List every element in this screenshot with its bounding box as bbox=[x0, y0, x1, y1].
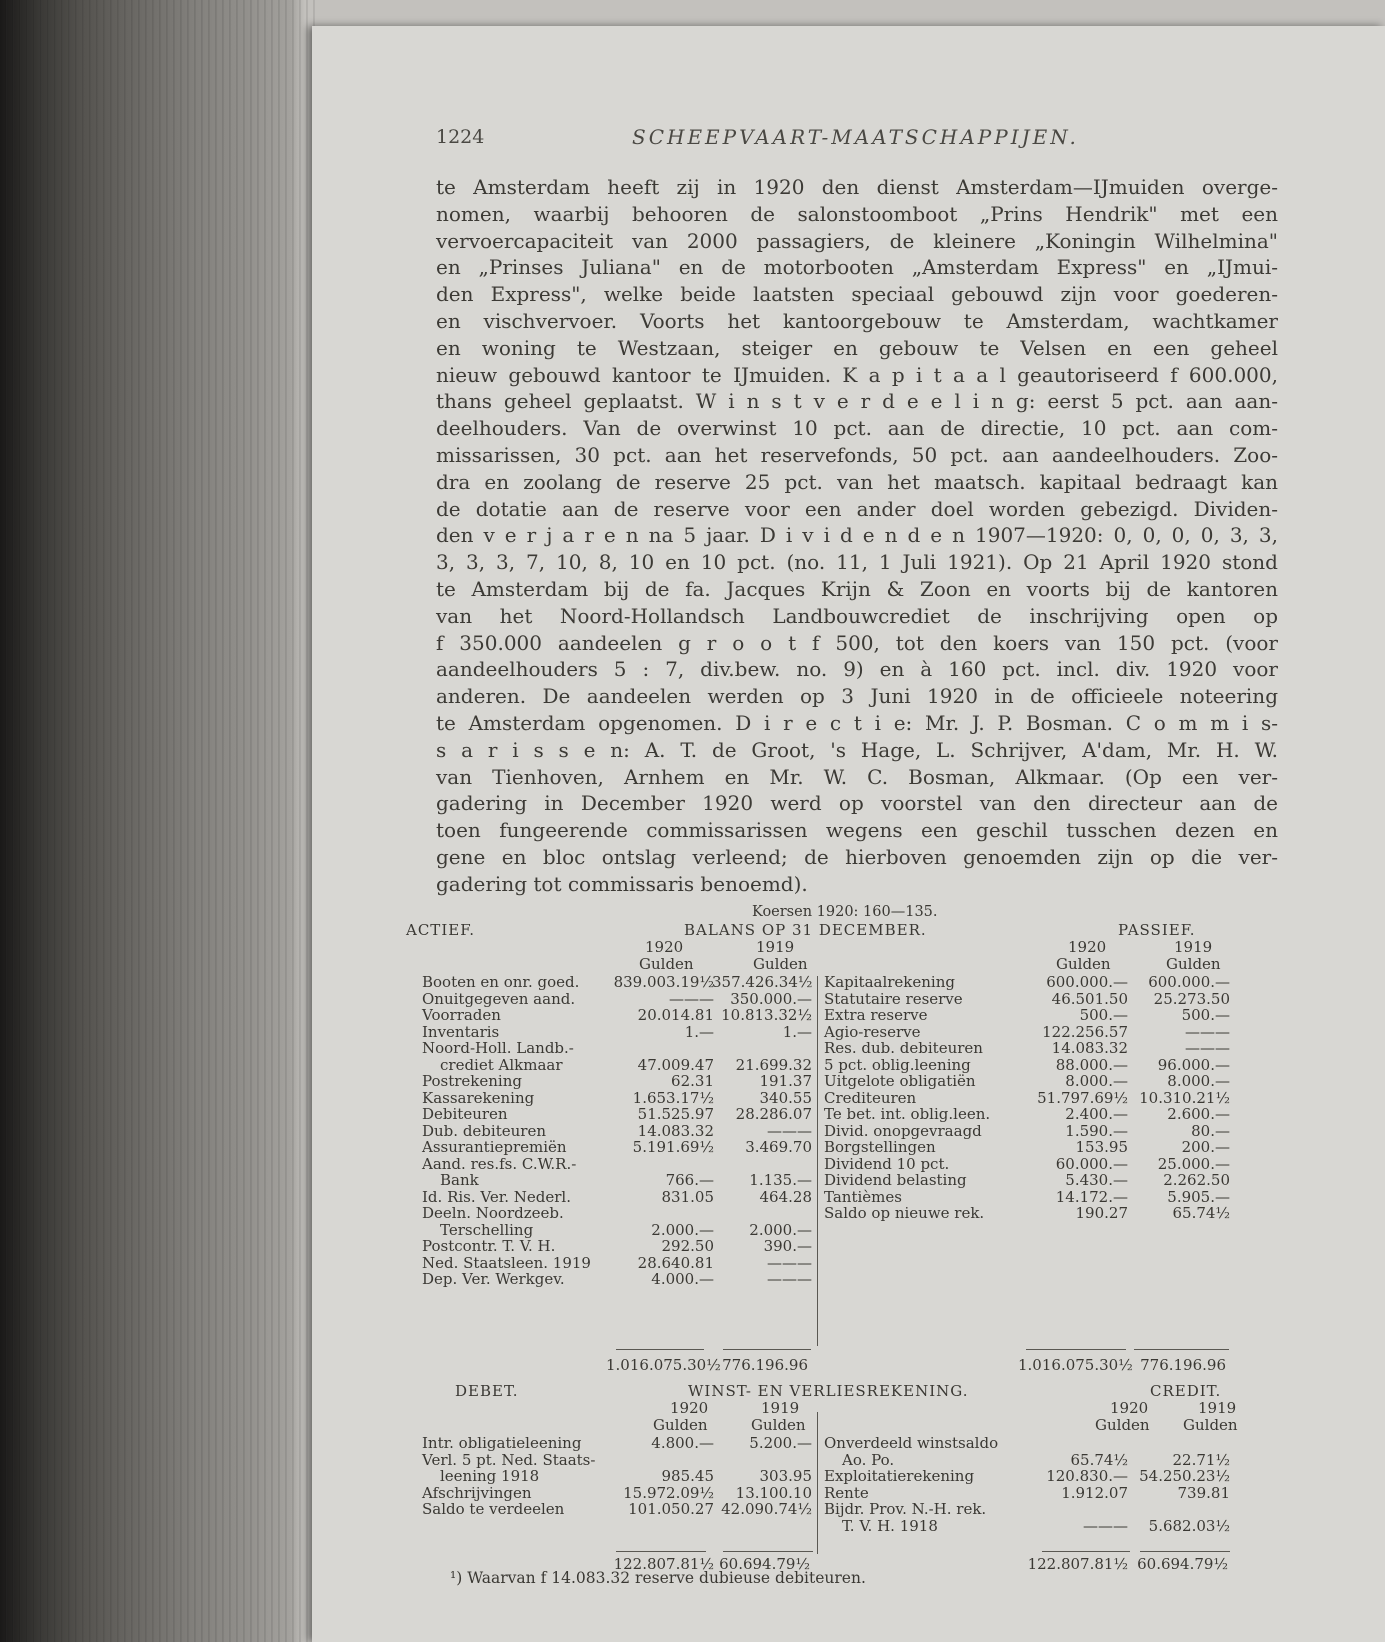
actief-row-label: Kassarekening bbox=[422, 1088, 535, 1107]
body-line: anderen. De aandeelen werden op 3 Juni 1920 in de officieele noteering bbox=[436, 684, 1278, 709]
body-line: gene en bloc ontslag verleend; de hierboven genoemden zijn op die ver- bbox=[436, 844, 1278, 869]
balans-sum-line-1920-left bbox=[616, 1349, 704, 1350]
debet-row-label: Intr. obligatieleening bbox=[422, 1434, 582, 1452]
winst-sum-line-1919-left bbox=[723, 1551, 813, 1552]
actief-row-value-1920: 1.653.17½ bbox=[632, 1088, 714, 1107]
debet-row-value-1920: 4.800.— bbox=[651, 1434, 714, 1452]
passief-row-label: Extra reserve bbox=[824, 1006, 928, 1024]
passief-row-label: Tantièmes bbox=[824, 1187, 902, 1206]
passief-row-value-1919: 65.74½ bbox=[1172, 1204, 1230, 1222]
passief-row-value-1919: ——— bbox=[1185, 1039, 1230, 1057]
debet-row-label: Saldo te verdeelen bbox=[422, 1500, 565, 1518]
actief-row-label: Onuitgegeven aand. bbox=[422, 989, 576, 1008]
actief-row-value-1919: 3.469.70 bbox=[745, 1138, 812, 1156]
actief-row-label: Assurantiepremiën bbox=[422, 1138, 567, 1156]
winst-total-1920-right: 122.807.81½ bbox=[1027, 1555, 1128, 1573]
credit-row-label: Ao. Po. bbox=[842, 1450, 895, 1469]
debet-row-value-1919: 42.090.74½ bbox=[721, 1500, 812, 1518]
body-line: gadering in December 1920 werd op voorstel van den directeur aan de bbox=[436, 791, 1278, 816]
actief-row-value-1919: ——— bbox=[767, 1270, 812, 1288]
credit-row-value-1920: 120.830.— bbox=[1046, 1467, 1128, 1485]
passief-row-value-1919: 96.000.— bbox=[1157, 1055, 1230, 1074]
actief-row-value-1920: 47.009.47 bbox=[637, 1055, 714, 1074]
winst-title: WINST- EN VERLIESREKENING. bbox=[688, 1382, 969, 1400]
actief-row-value-1920: 14.083.32 bbox=[637, 1121, 714, 1140]
koersen-caption: Koersen 1920: 160—135. bbox=[752, 904, 938, 920]
actief-row-label: Id. Ris. Ver. Nederl. bbox=[422, 1187, 571, 1206]
credit-row-value-1919: 5.682.03½ bbox=[1148, 1516, 1230, 1535]
actief-row-value-1920: 292.50 bbox=[661, 1237, 714, 1255]
actief-row-label: Noord-Holl. Landb.- bbox=[422, 1039, 574, 1057]
body-line: nieuw gebouwd kantoor te IJmuiden. K a p i t a a l geautoriseerd f 600.000, bbox=[436, 362, 1278, 387]
balans-sum-line-1920-right bbox=[1026, 1349, 1126, 1350]
passief-row-value-1920: 8.000.— bbox=[1065, 1072, 1128, 1090]
credit-row-value-1920: 1.912.07 bbox=[1061, 1483, 1128, 1502]
debet-row-label: Verl. 5 pt. Ned. Staats- bbox=[422, 1450, 596, 1469]
page-number: 1224 bbox=[436, 126, 485, 148]
actief-row-value-1920: 1.— bbox=[684, 1022, 714, 1041]
credit-row-label: Rente bbox=[824, 1483, 869, 1502]
winst-unit-1920-right: Gulden bbox=[1095, 1416, 1150, 1434]
winst-year-1920-left: 1920 bbox=[670, 1399, 709, 1417]
passief-row-value-1919: 25.273.50 bbox=[1153, 989, 1230, 1008]
balans-divider bbox=[817, 976, 818, 1346]
winst-unit-1919-left: Gulden bbox=[751, 1416, 806, 1434]
body-line: en vischvervoer. Voorts het kantoorgebouw te Amsterdam, wachtkamer bbox=[436, 308, 1278, 333]
passief-row-value-1919: 25.000.— bbox=[1157, 1154, 1230, 1173]
winst-divider bbox=[817, 1412, 818, 1554]
credit-row-value-1920: 65.74½ bbox=[1070, 1450, 1128, 1469]
passief-row-label: Saldo op nieuwe rek. bbox=[824, 1204, 985, 1222]
credit-row-label: T. V. H. 1918 bbox=[842, 1516, 938, 1535]
debet-row-value-1920: 15.972.09½ bbox=[623, 1483, 714, 1502]
actief-row-label: Voorraden bbox=[422, 1006, 501, 1024]
actief-row-value-1920: 766.— bbox=[665, 1171, 714, 1189]
passief-row-label: Te bet. int. oblig.leen. bbox=[824, 1105, 991, 1123]
actief-row-value-1919: 1.135.— bbox=[749, 1171, 812, 1189]
passief-row-value-1919: ——— bbox=[1185, 1022, 1230, 1041]
actief-row-label: Ned. Staatsleen. 1919 bbox=[422, 1253, 591, 1272]
body-line: van het Noord-Hollandsch Landbouwcrediet de inschrijving open op bbox=[436, 603, 1278, 628]
passief-row-value-1919: 500.— bbox=[1181, 1006, 1230, 1024]
stacked-page-edges bbox=[0, 0, 320, 1642]
body-line: en „Prinses Juliana" en de motorbooten „Amsterdam Express" en „IJmui- bbox=[436, 255, 1278, 280]
passief-row-label: Kapitaalrekening bbox=[824, 973, 955, 991]
actief-row-value-1920: 28.640.81 bbox=[637, 1253, 714, 1272]
debet-heading: DEBET. bbox=[455, 1382, 519, 1400]
body-line: nomen, waarbij behooren de salonstoomboot „Prins Hendrik" met een bbox=[436, 201, 1278, 226]
balans-total-1920-left: 1.016.075.30½ bbox=[606, 1356, 721, 1374]
balans-sum-line-1919-right bbox=[1134, 1349, 1229, 1350]
actief-row-value-1919: 2.000.— bbox=[749, 1220, 812, 1239]
body-line: missarissen, 30 pct. aan het reservefonds, 50 pct. aan aandeelhouders. Zoo- bbox=[436, 442, 1278, 467]
balans-unit-1919-right: Gulden bbox=[1166, 955, 1221, 973]
actief-row-value-1919: 340.55 bbox=[759, 1088, 812, 1107]
page-content bbox=[312, 26, 1385, 1642]
credit-row-value-1919: 22.71½ bbox=[1172, 1450, 1230, 1469]
passief-row-value-1920: 46.501.50 bbox=[1051, 989, 1128, 1008]
actief-row-value-1920: 831.05 bbox=[661, 1187, 714, 1206]
winst-sum-line-1920-right bbox=[1042, 1551, 1130, 1552]
credit-heading: CREDIT. bbox=[1150, 1382, 1222, 1400]
actief-row-value-1919: 1.— bbox=[782, 1022, 812, 1041]
actief-row-label: Dep. Ver. Werkgev. bbox=[422, 1270, 565, 1288]
passief-row-label: Borgstellingen bbox=[824, 1138, 936, 1156]
actief-row-value-1919: 390.— bbox=[763, 1237, 812, 1255]
debet-row-label: Afschrijvingen bbox=[422, 1483, 532, 1502]
credit-row-value-1920: ——— bbox=[1083, 1516, 1128, 1535]
balans-total-1919-left: 776.196.96 bbox=[722, 1356, 808, 1374]
body-paragraph bbox=[436, 174, 1278, 898]
actief-row-value-1919: 21.699.32 bbox=[735, 1055, 812, 1074]
debet-row-value-1920: 101.050.27 bbox=[628, 1500, 714, 1518]
actief-row-value-1920: 5.191.69½ bbox=[632, 1138, 714, 1156]
winst-total-1919-right: 60.694.79½ bbox=[1137, 1555, 1228, 1573]
winst-year-1919-left: 1919 bbox=[761, 1399, 800, 1417]
actief-row-label: Deeln. Noordzeeb. bbox=[422, 1204, 564, 1222]
winst-sum-line-1919-right bbox=[1140, 1551, 1230, 1552]
actief-row-label: Aand. res.fs. C.W.R.- bbox=[422, 1154, 577, 1173]
body-line: en woning te Westzaan, steiger en gebouw te Velsen en een geheel bbox=[436, 335, 1278, 360]
body-line: te Amsterdam bij de fa. Jacques Krijn & Zoon en voorts bij de kantoren bbox=[436, 576, 1278, 601]
passief-row-value-1919: 2.600.— bbox=[1167, 1105, 1230, 1123]
actief-row-value-1920: 4.000.— bbox=[651, 1270, 714, 1288]
passief-row-label: Res. dub. debiteuren bbox=[824, 1039, 983, 1057]
actief-row-value-1919: 28.286.07 bbox=[735, 1105, 812, 1123]
actief-row-value-1920: 62.31 bbox=[671, 1072, 714, 1090]
body-line: vervoercapaciteit van 2000 passagiers, de kleinere „Koningin Wilhelmina" bbox=[436, 228, 1278, 253]
passief-row-value-1920: 153.95 bbox=[1075, 1138, 1128, 1156]
winst-unit-1920-left: Gulden bbox=[653, 1416, 708, 1434]
passief-row-label: Divid. onopgevraagd bbox=[824, 1121, 982, 1140]
passief-heading: PASSIEF. bbox=[1118, 921, 1196, 939]
debet-row-value-1920: 985.45 bbox=[661, 1467, 714, 1485]
footnote: ¹) Waarvan f 14.083.32 reserve dubieuse debiteuren. bbox=[450, 1569, 866, 1587]
passief-row-value-1919: 5.905.— bbox=[1167, 1187, 1230, 1206]
body-line: s a r i s s e n: A. T. de Groot, 's Hage, L. Schrijver, A'dam, Mr. H. W. bbox=[436, 737, 1278, 762]
passief-row-value-1920: 2.400.— bbox=[1065, 1105, 1128, 1123]
debet-row-value-1919: 5.200.— bbox=[749, 1434, 812, 1452]
actief-row-label: crediet Alkmaar bbox=[440, 1055, 563, 1074]
body-line: te Amsterdam heeft zij in 1920 den dienst Amsterdam—IJmuiden overge- bbox=[436, 175, 1278, 199]
passief-row-value-1920: 60.000.— bbox=[1055, 1154, 1128, 1173]
body-line: f 350.000 aandeelen g r o o t f 500, tot den koers van 150 pct. (voor bbox=[436, 630, 1278, 655]
actief-row-label: Terschelling bbox=[440, 1220, 534, 1239]
winst-year-1920-right: 1920 bbox=[1110, 1399, 1149, 1417]
body-line: thans geheel geplaatst. W i n s t v e r d e e l i n g: eerst 5 pct. aan aan- bbox=[436, 389, 1278, 414]
actief-row-value-1919: 464.28 bbox=[759, 1187, 812, 1206]
debet-row-value-1919: 303.95 bbox=[759, 1467, 812, 1485]
credit-row-label: Exploitatierekening bbox=[824, 1467, 975, 1485]
debet-row-label: leening 1918 bbox=[440, 1467, 540, 1485]
balans-unit-1920-right: Gulden bbox=[1056, 955, 1111, 973]
actief-row-value-1920: 20.014.81 bbox=[637, 1006, 714, 1024]
actief-row-label: Postrekening bbox=[422, 1072, 522, 1090]
passief-row-value-1919: 2.262.50 bbox=[1163, 1171, 1230, 1189]
actief-row-label: Debiteuren bbox=[422, 1105, 508, 1123]
book-page bbox=[312, 26, 1385, 1642]
body-line: van Tienhoven, Arnhem en Mr. W. C. Bosman, Alkmaar. (Op een ver- bbox=[436, 764, 1278, 789]
actief-row-value-1920: 2.000.— bbox=[651, 1220, 714, 1239]
winst-unit-1919-right: Gulden bbox=[1183, 1416, 1238, 1434]
actief-row-value-1920: ——— bbox=[669, 989, 714, 1008]
passief-row-value-1919: 8.000.— bbox=[1167, 1072, 1230, 1090]
actief-row-value-1919: 191.37 bbox=[759, 1072, 812, 1090]
actief-row-label: Inventaris bbox=[422, 1022, 500, 1041]
actief-row-label: Bank bbox=[440, 1171, 479, 1189]
actief-row-label: Dub. debiteuren bbox=[422, 1121, 546, 1140]
balans-total-1919-right: 776.196.96 bbox=[1140, 1356, 1226, 1374]
passief-row-value-1919: 200.— bbox=[1181, 1138, 1230, 1156]
passief-row-value-1920: 51.797.69½ bbox=[1037, 1088, 1128, 1107]
passief-row-value-1920: 1.590.— bbox=[1065, 1121, 1128, 1140]
passief-row-value-1920: 5.430.— bbox=[1065, 1171, 1128, 1189]
balans-title: BALANS OP 31 DECEMBER. bbox=[684, 921, 927, 939]
balans-unit-1920-left: Gulden bbox=[639, 955, 694, 973]
body-line: den v e r j a r e n na 5 jaar. D i v i d e n d e n 1907—1920: 0, 0, 0, 0, 3, 3, bbox=[436, 523, 1278, 548]
actief-row-label: Booten en onr. goed. bbox=[422, 973, 580, 991]
passief-row-value-1920: 122.256.57 bbox=[1042, 1022, 1128, 1041]
passief-row-label: Uitgelote obligatiën bbox=[824, 1072, 976, 1090]
balans-year-1919-right: 1919 bbox=[1174, 938, 1213, 956]
actief-heading: ACTIEF. bbox=[406, 921, 476, 939]
passief-row-label: Statutaire reserve bbox=[824, 989, 963, 1008]
passief-row-label: Crediteuren bbox=[824, 1088, 917, 1107]
actief-row-value-1919: 10.813.32½ bbox=[721, 1006, 812, 1024]
passief-row-value-1920: 88.000.— bbox=[1055, 1055, 1128, 1074]
credit-row-label: Bijdr. Prov. N.-H. rek. bbox=[824, 1500, 987, 1518]
balans-year-1919-left: 1919 bbox=[756, 938, 795, 956]
passief-row-value-1920: 600.000.— bbox=[1046, 973, 1128, 991]
actief-row-value-1919: ——— bbox=[767, 1253, 812, 1272]
body-line: den Express", welke beide laatsten speciaal gebouwd zijn voor goederen- bbox=[436, 282, 1278, 307]
winst-total-1919-left: 60.694.79½ bbox=[719, 1555, 810, 1573]
body-line: deelhouders. Van de overwinst 10 pct. aan de directie, 10 pct. aan com- bbox=[436, 416, 1278, 441]
running-title: SCHEEPVAART-MAATSCHAPPIJEN. bbox=[632, 125, 1079, 149]
passief-row-value-1919: 80.— bbox=[1191, 1121, 1230, 1140]
balans-unit-1919-left: Gulden bbox=[753, 955, 808, 973]
credit-row-label: Onverdeeld winstsaldo bbox=[824, 1434, 999, 1452]
actief-row-value-1919: ——— bbox=[767, 1121, 812, 1140]
body-line: gadering tot commissaris benoemd). bbox=[436, 871, 808, 896]
credit-row-value-1919: 54.250.23½ bbox=[1139, 1467, 1230, 1485]
passief-row-value-1919: 10.310.21½ bbox=[1139, 1088, 1230, 1107]
passief-row-value-1920: 190.27 bbox=[1075, 1204, 1128, 1222]
passief-row-value-1919: 600.000.— bbox=[1148, 973, 1230, 991]
passief-row-label: Dividend belasting bbox=[824, 1171, 967, 1189]
passief-row-value-1920: 14.083.32 bbox=[1051, 1039, 1128, 1057]
winst-total-1920-left: 122.807.81½ bbox=[613, 1555, 714, 1573]
debet-row-value-1919: 13.100.10 bbox=[735, 1483, 812, 1502]
actief-row-value-1920: 51.525.97 bbox=[637, 1105, 714, 1123]
body-line: toen fungeerende commissarissen wegens een geschil tusschen dezen en bbox=[436, 818, 1278, 843]
body-line: 3, 3, 3, 7, 10, 8, 10 en 10 pct. (no. 11, 1 Juli 1921). Op 21 April 1920 stond bbox=[436, 550, 1278, 575]
passief-row-label: Agio-reserve bbox=[824, 1022, 921, 1041]
actief-row-value-1920: 839.003.19½ bbox=[613, 973, 714, 991]
actief-row-value-1919: 357.426.34½ bbox=[712, 973, 813, 991]
passief-row-value-1920: 500.— bbox=[1079, 1006, 1128, 1024]
balans-year-1920-right: 1920 bbox=[1068, 938, 1107, 956]
body-line: aandeelhouders 5 : 7, div.bew. no. 9) en à 160 pct. incl. div. 1920 voor bbox=[436, 657, 1278, 682]
passief-row-label: Dividend 10 pct. bbox=[824, 1154, 950, 1173]
passief-row-value-1920: 14.172.— bbox=[1055, 1187, 1128, 1206]
winst-year-1919-right: 1919 bbox=[1198, 1399, 1237, 1417]
actief-row-value-1919: 350.000.— bbox=[730, 989, 812, 1008]
body-line: te Amsterdam opgenomen. D i r e c t i e: Mr. J. P. Bosman. C o m m i s- bbox=[436, 710, 1278, 735]
balans-sum-line-1919-left bbox=[723, 1349, 811, 1350]
winst-sum-line-1920-left bbox=[616, 1551, 706, 1552]
body-line: de dotatie aan de reserve voor een ander doel worden gebezigd. Dividen- bbox=[436, 496, 1278, 521]
balans-year-1920-left: 1920 bbox=[645, 938, 684, 956]
credit-row-value-1919: 739.81 bbox=[1177, 1483, 1230, 1502]
body-line: dra en zoolang de reserve 25 pct. van het maatsch. kapitaal bedraagt kan bbox=[436, 469, 1278, 494]
actief-row-label: Postcontr. T. V. H. bbox=[422, 1237, 556, 1255]
passief-row-label: 5 pct. oblig.leening bbox=[824, 1055, 971, 1074]
balans-total-1920-right: 1.016.075.30½ bbox=[1018, 1356, 1133, 1374]
